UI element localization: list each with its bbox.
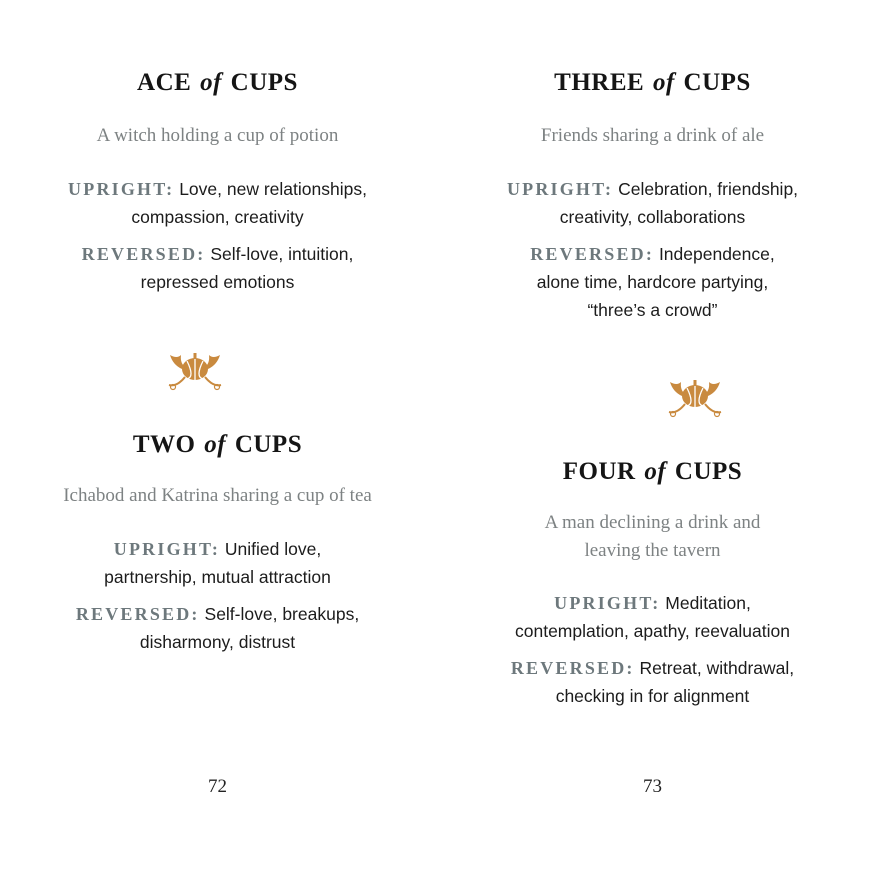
card-description: Ichabod and Katrina sharing a cup of tea <box>63 485 372 506</box>
upright-meaning: UPRIGHT: Celebration, friendship, creativity, collaborations <box>506 179 799 227</box>
upright-meaning: UPRIGHT: Unified love, partnership, mutual attraction <box>104 539 331 587</box>
upright-label: UPRIGHT: <box>113 539 221 559</box>
card-three-of-cups <box>435 68 870 324</box>
right-page <box>435 0 870 870</box>
upright-label: UPRIGHT: <box>68 179 175 199</box>
reversed-meaning: REVERSED: Retreat, withdrawal, checking in for alignment <box>510 658 795 706</box>
reversed-meaning: REVERSED: Self-love, breakups, disharmony, distrust <box>75 604 360 652</box>
pumpkin-vine-ornament-icon <box>165 347 225 393</box>
reversed-label: REVERSED: <box>75 604 200 624</box>
pumpkin-vine-ornament-icon <box>665 374 725 420</box>
page-number: 73 <box>643 776 662 797</box>
card-title: TWO of CUPS <box>132 431 303 458</box>
reversed-label: REVERSED: <box>530 244 655 264</box>
upright-label: UPRIGHT: <box>554 593 661 613</box>
upright-meaning: UPRIGHT: Love, new relationships, compassion, creativity <box>68 179 367 227</box>
upright-meaning: UPRIGHT: Meditation, contemplation, apathy, reevaluation <box>515 593 790 641</box>
reversed-meaning: REVERSED: Self-love, intuition, repressed emotions <box>81 244 354 292</box>
card-title: ACE of CUPS <box>137 69 298 96</box>
page-number: 72 <box>208 776 227 797</box>
card-title: THREE of CUPS <box>554 69 751 96</box>
reversed-meaning: REVERSED: Independence, alone time, hardcore partying, “three’s a crowd” <box>530 244 775 320</box>
card-title: FOUR of CUPS <box>562 458 743 485</box>
upright-label: UPRIGHT: <box>506 179 614 199</box>
reversed-label: REVERSED: <box>81 244 206 264</box>
card-description: A man declining a drink and leaving the tavern <box>544 512 761 561</box>
card-description: Friends sharing a drink of ale <box>540 125 765 146</box>
card-ace-of-cups <box>0 68 435 296</box>
card-description: A witch holding a cup of potion <box>96 125 339 146</box>
card-two-of-cups <box>0 430 435 656</box>
card-four-of-cups <box>435 457 870 710</box>
reversed-label: REVERSED: <box>510 658 635 678</box>
